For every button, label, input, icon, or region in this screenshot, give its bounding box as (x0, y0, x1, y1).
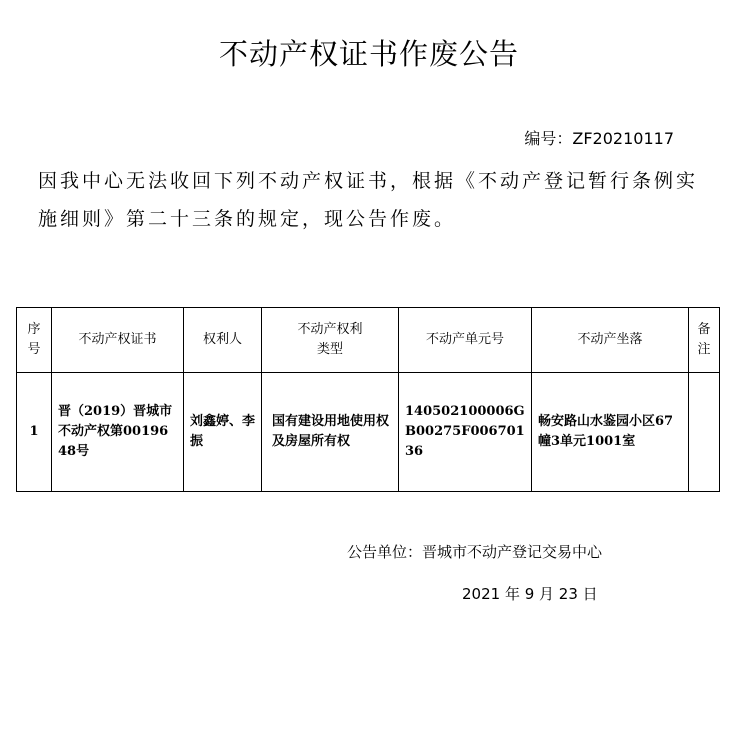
header-remark: 备注 (689, 308, 720, 373)
header-unit-no: 不动产单元号 (399, 308, 532, 373)
header-right-type: 不动产权利类型 (262, 308, 399, 373)
header-certificate: 不动产权证书 (52, 308, 184, 373)
cell-unit-no: 140502100006GB00275F00670136 (399, 373, 532, 492)
header-location: 不动产坐落 (532, 308, 689, 373)
page-title: 不动产权证书作废公告 (218, 37, 519, 71)
cell-right-type: 国有建设用地使用权及房屋所有权 (262, 373, 399, 492)
publishing-unit: 公告单位：晋城市不动产登记交易中心 (347, 543, 603, 561)
cell-certificate: 晋（2019）晋城市不动产权第0019648号 (52, 373, 184, 492)
cell-remark (689, 373, 720, 492)
cell-seq: 1 (17, 373, 52, 492)
cell-holder: 刘鑫婷、李振 (184, 373, 262, 492)
publish-date: 2021 年 9 月 23 日 (462, 585, 598, 603)
table-row (17, 373, 720, 492)
document-number: 编号：ZF20210117 (524, 129, 674, 148)
table-header-row (17, 308, 720, 373)
header-seq: 序号 (17, 308, 52, 373)
intro-paragraph: 因我中心无法收回下列不动产权证书，根据《不动产登记暂行条例实施细则》第二十三条的规定，现公告作废。 (38, 170, 699, 230)
certificate-table (16, 307, 720, 492)
cell-location: 畅安路山水鉴园小区67幢3单元1001室 (532, 373, 689, 492)
header-holder: 权利人 (184, 308, 262, 373)
